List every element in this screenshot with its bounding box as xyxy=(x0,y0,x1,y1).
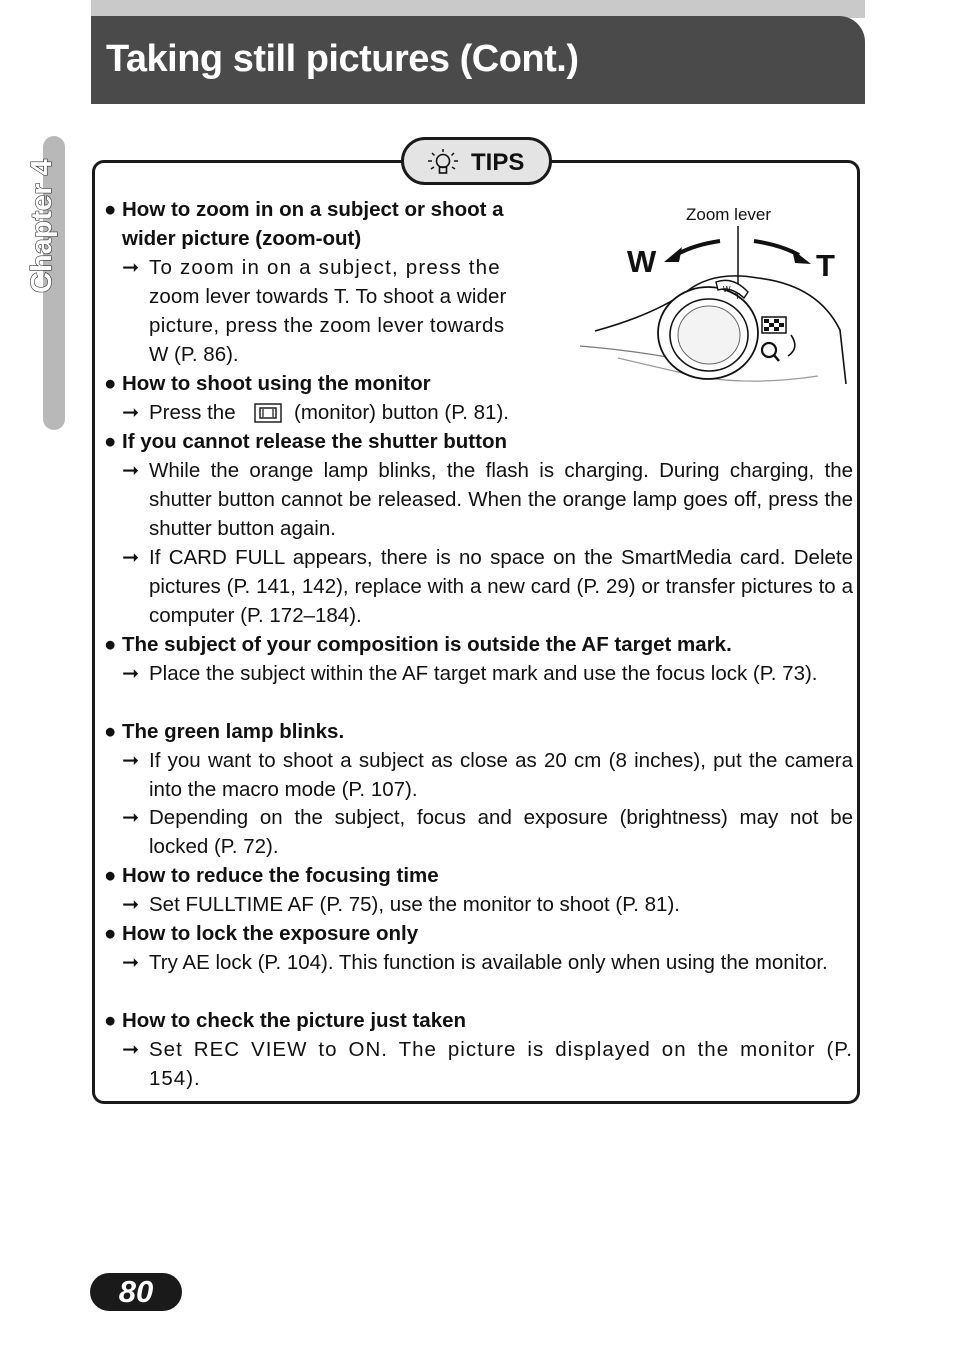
item-heading: How to lock the exposure only xyxy=(122,922,419,945)
arrow-icon: ➞ xyxy=(122,662,140,685)
item-text: zoom lever towards T. To shoot a wider xyxy=(149,285,507,308)
bullet-icon: ● xyxy=(104,198,117,221)
arrow-icon: ➞ xyxy=(122,951,140,974)
item-text: Place the subject within the AF target mark and use the focus lock (P. 73). xyxy=(149,662,818,685)
item-text: W (P. 86). xyxy=(149,343,239,366)
item-heading: The green lamp blinks. xyxy=(122,720,345,743)
zoom-lever-illustration xyxy=(578,200,850,388)
svg-text:W: W xyxy=(723,285,731,294)
item-heading: If you cannot release the shutter button xyxy=(122,430,507,453)
item-text: If CARD FULL appears, there is no space on the SmartMedia card. Delete pictures (P. 141, 142), replace with a new card (P. 29) or transfer pictures to a computer (P. 172–184). xyxy=(149,546,853,627)
item-heading: How to reduce the focusing time xyxy=(122,864,439,887)
item-text: If you want to shoot a subject as close as 20 cm (8 inches), put the camera into the macro mode (P. 107). xyxy=(149,749,853,801)
bullet-icon: ● xyxy=(104,922,117,945)
item-text: Press the xyxy=(149,401,236,424)
bullet-icon: ● xyxy=(104,1009,117,1032)
page-number: 80 xyxy=(118,1274,154,1309)
bullet-icon: ● xyxy=(104,430,117,453)
item-heading: How to zoom in on a subject or shoot a xyxy=(122,198,504,221)
arrow-icon: ➞ xyxy=(122,749,140,772)
zoom-lever-caption: Zoom lever xyxy=(686,205,772,224)
arrow-icon: ➞ xyxy=(122,459,140,482)
item-heading: wider picture (zoom-out) xyxy=(122,227,362,250)
page-number-badge xyxy=(90,1273,182,1311)
arrow-left-icon xyxy=(664,247,682,262)
svg-text:T: T xyxy=(735,292,740,301)
zoom-t-label: T xyxy=(816,248,835,283)
arrow-icon: ➞ xyxy=(122,546,140,569)
magnifier-icon xyxy=(762,343,779,361)
item-text: While the orange lamp blinks, the flash is charging. During charging, the shutter button cannot be released. When the orange lamp goes off, press the shutter button again. xyxy=(149,459,853,540)
item-heading: How to check the picture just taken xyxy=(122,1009,467,1032)
arrow-icon: ➞ xyxy=(122,1038,140,1061)
page-header xyxy=(91,16,865,104)
item-heading: The subject of your composition is outside the AF target mark. xyxy=(122,633,732,656)
monitor-button-icon xyxy=(254,403,282,423)
item-text: picture, press the zoom lever towards xyxy=(149,314,505,337)
item-text: Set REC VIEW to ON. The picture is displayed on the monitor (P. 154). xyxy=(149,1038,853,1090)
bullet-icon: ● xyxy=(104,864,117,887)
page-title: Taking still pictures (Cont.) xyxy=(106,38,579,80)
arrow-icon: ➞ xyxy=(122,806,140,829)
arrow-icon: ➞ xyxy=(122,256,140,279)
item-text: (monitor) button (P. 81). xyxy=(294,401,509,424)
bullet-icon: ● xyxy=(104,720,117,743)
tips-label: TIPS xyxy=(471,149,525,176)
item-text: Set FULLTIME AF (P. 75), use the monitor to shoot (P. 81). xyxy=(149,893,680,916)
bullet-icon: ● xyxy=(104,633,117,656)
arrow-right-icon xyxy=(792,249,811,264)
arrow-icon: ➞ xyxy=(122,401,140,424)
item-text: Depending on the subject, focus and exposure (brightness) may not be locked (P. 72). xyxy=(149,806,853,858)
chapter-label-text: Chapter 4 xyxy=(26,159,58,293)
tips-badge xyxy=(401,137,552,185)
zoom-w-label: W xyxy=(627,244,657,279)
bullet-icon: ● xyxy=(104,372,117,395)
item-heading: How to shoot using the monitor xyxy=(122,372,431,395)
lightbulb-icon xyxy=(426,148,460,178)
macro-mode-icon xyxy=(762,317,786,333)
arrow-icon: ➞ xyxy=(122,893,140,916)
chapter-label xyxy=(20,145,60,295)
item-text: To zoom in on a subject, press the xyxy=(149,256,501,279)
item-text: Try AE lock (P. 104). This function is available only when using the monitor. xyxy=(149,951,828,974)
